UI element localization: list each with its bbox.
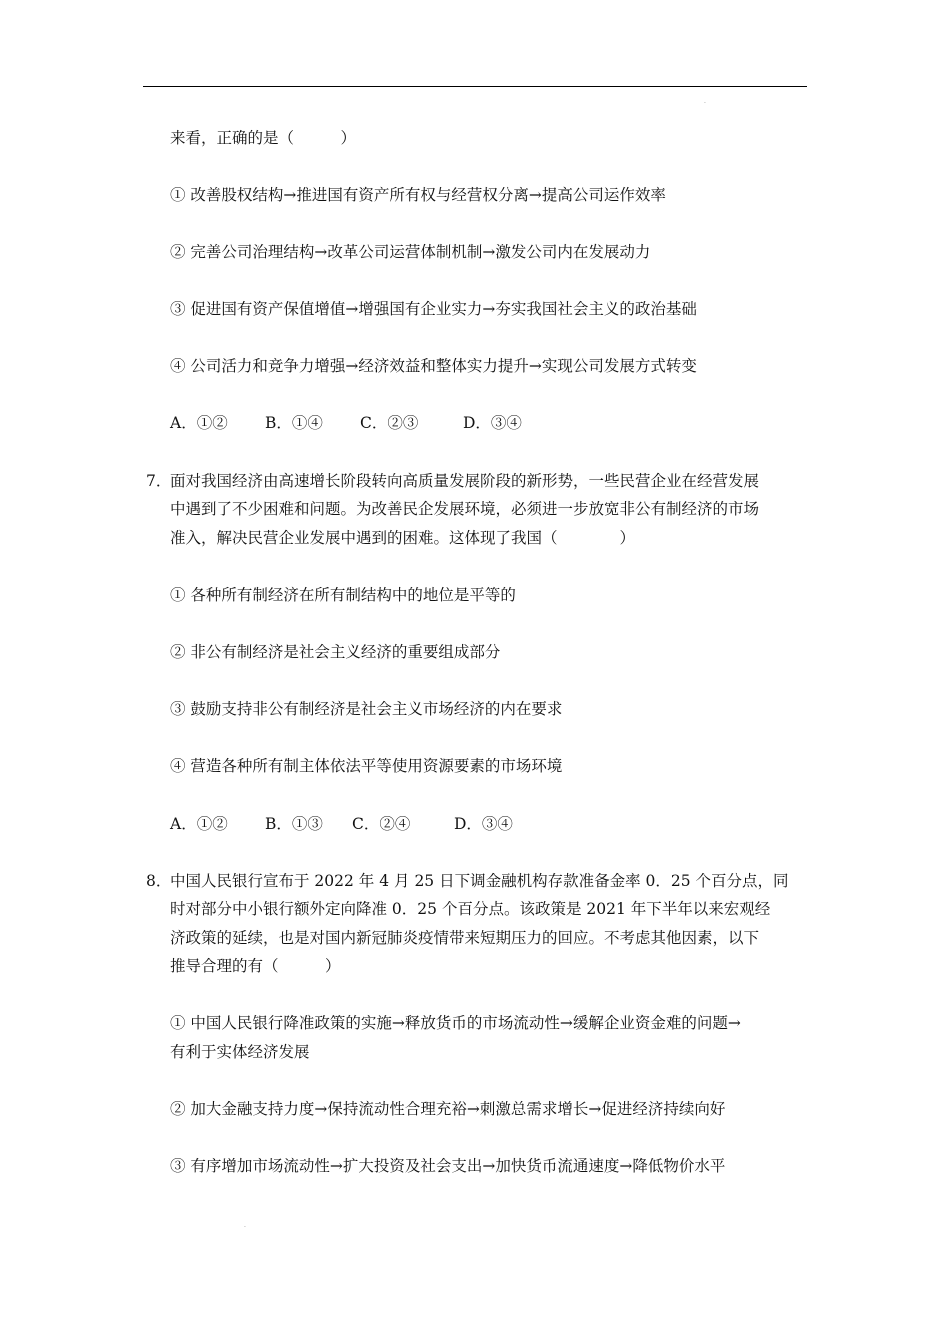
- q8-stem-line-4: 推导合理的有（ ）: [170, 957, 341, 975]
- q7-option-c: C．②④: [352, 815, 411, 833]
- q8-stem-line-3: 济政策的延续，也是对国内新冠肺炎疫情带来短期压力的回应。不考虑其他因素，以下: [170, 929, 760, 947]
- q7-stem-line-3: 准入，解决民营企业发展中遇到的困难。这体现了我国（ ）: [170, 529, 636, 547]
- q6-item-1: ① 改善股权结构→推进国有资产所有权与经营权分离→提高公司运作效率: [170, 186, 666, 204]
- footer-dot: .: [244, 1222, 246, 1229]
- q6-option-d: D．③④: [463, 414, 522, 432]
- q7-options: [170, 814, 513, 834]
- q7-option-b: B．①③: [265, 815, 323, 833]
- q8-number: 8．: [146, 872, 172, 890]
- q6-option-c: C．②③: [360, 414, 419, 432]
- q6-option-b: B．①④: [265, 414, 323, 432]
- header-rule: [143, 86, 807, 87]
- q7-stem-line-2: 中遇到了不少困难和问题。为改善民企发展环境，必须进一步放宽非公有制经济的市场: [170, 500, 760, 518]
- q8-item-1-line-2: 有利于实体经济发展: [170, 1043, 310, 1061]
- q6-item-2: ② 完善公司治理结构→改革公司运营体制机制→激发公司内在发展动力: [170, 243, 651, 261]
- q6-option-a: A．①②: [170, 414, 228, 432]
- q8-stem-line-2: 时对部分中小银行额外定向降准 0．25 个百分点。该政策是 2021 年下半年以来宏观经: [170, 900, 771, 918]
- q8-stem-line-1: 中国人民银行宣布于 2022 年 4 月 25 日下调金融机构存款准备金率 0．25 个百分点，同: [170, 872, 789, 890]
- q7-number: 7．: [146, 472, 172, 490]
- q6-item-4: ④ 公司活力和竞争力增强→经济效益和整体实力提升→实现公司发展方式转变: [170, 357, 697, 375]
- q7-item-1: ① 各种所有制经济在所有制结构中的地位是平等的: [170, 586, 516, 604]
- q8-item-2: ② 加大金融支持力度→保持流动性合理充裕→刺激总需求增长→促进经济持续向好: [170, 1100, 726, 1118]
- header-dot: .: [704, 98, 706, 105]
- q7-item-4: ④ 营造各种所有制主体依法平等使用资源要素的市场环境: [170, 757, 563, 775]
- q7-option-d: D．③④: [454, 815, 513, 833]
- q6-options: [170, 413, 522, 433]
- q7-stem-line-1: 面对我国经济由高速增长阶段转向高质量发展阶段的新形势，一些民营企业在经营发展: [170, 472, 760, 490]
- q8-item-1-line-1: ① 中国人民银行降准政策的实施→释放货币的市场流动性→缓解企业资金难的问题→: [170, 1014, 741, 1032]
- q7-item-2: ② 非公有制经济是社会主义经济的重要组成部分: [170, 643, 501, 661]
- q8-item-3: ③ 有序增加市场流动性→扩大投资及社会支出→加快货币流通速度→降低物价水平: [170, 1157, 726, 1175]
- q6-item-3: ③ 促进国有资产保值增值→增强国有企业实力→夯实我国社会主义的政治基础: [170, 300, 697, 318]
- q6-stem-tail: 来看，正确的是（ ）: [170, 129, 357, 147]
- q7-item-3: ③ 鼓励支持非公有制经济是社会主义市场经济的内在要求: [170, 700, 563, 718]
- q7-option-a: A．①②: [170, 815, 228, 833]
